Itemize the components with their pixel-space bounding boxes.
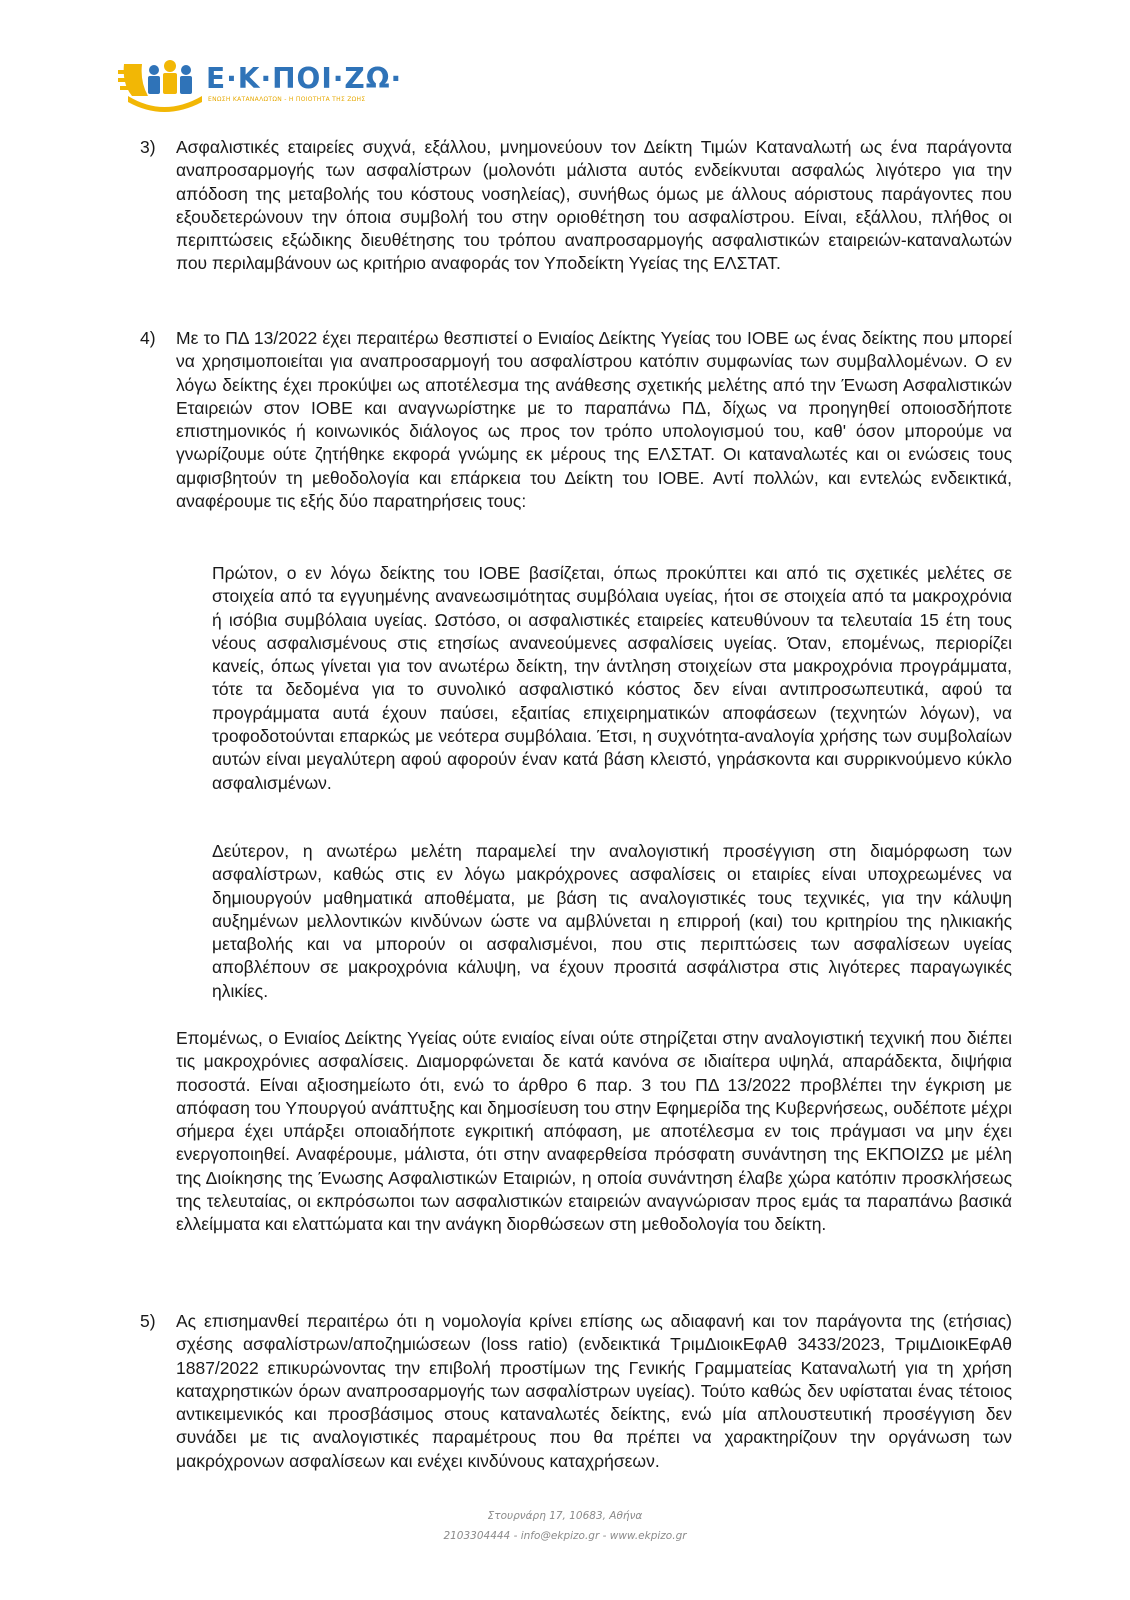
item-text: Με το ΠΔ 13/2022 έχει περαιτέρω θεσπιστεί ο Ενιαίος Δείκτης Υγείας του ΙΟΒΕ ως ένας δείκτης που μπορεί να χρησιμοποιείται για αναπροσαρμογή του ασφαλίστρου κατόπιν συμφωνίας των συμβαλλομένων. Ο εν λόγω δείκτης έχει προκύψει ως αποτέλεσμα της ανάθεσης σχετικής μελέτης από την Ένωση Ασφαλιστικών Εταιρειών στον ΙΟΒΕ και αναγνωρίστηκε με το παραπάνω ΠΔ, δίχως να προηγηθεί οποιοσδήποτε επιστημονικός ή κοινωνικός διάλογος ως προς τον τρόπο υπολογισμού του, καθ' όσον μπορούμε να γνωρίζουμε ούτε ζητήθηκε εκφορά γνώμης εκ μέρους της ΕΛΣΤΑΤ. Οι καταναλωτές και οι ενώσεις τους αμφισβητούν τη μεθοδολογία και επάρκεια του Δείκτη του ΙΟΒΕ. Αντί πολλών, και εντελώς ενδεικτικά, αναφέρουμε τις εξής δύο παρατηρήσεις τους: bbox=[176, 328, 1012, 512]
logo-emblem-icon bbox=[118, 56, 210, 112]
observation-first: Πρώτον, ο εν λόγω δείκτης του ΙΟΒΕ βασίζεται, όπως προκύπτει και από τις σχετικές μελέτες σε στοιχεία από τα εγγυημένης ανανεωσιμότητας συμβόλαια υγείας, ήτοι σε στοιχεία από τα μακροχρόνια ή ισόβια συμβόλαια υγείας. Ωστόσο, οι ασφαλιστικές εταιρείες κατευθύνουν τα τελευταία 15 έτη τους νέους ασφαλισμένους στις ετησίως ανανεούμενες ασφαλίσεις υγείας. Όταν, επομένως, περιορίζει κανείς, όπως γίνεται για τον ανωτέρω δείκτη, την άντληση στοιχείων στα μακροχρόνια προγράμματα, τότε τα δεδομένα για το συνολικό ασφαλιστικό κόστος δεν είναι αντιπροσωπευτικά, αφού τα προγράμματα αυτά έχουν παύσει, εξαιτίας επιχειρηματικών αποφάσεων (τεχνητών λόγων), να τροφοδοτούνται επαρκώς με νεότερα συμβόλαια. Έτσι, η συχνότητα-αναλογία χρήσης των συμβολαίων αυτών είναι μεγαλύτερη αφού αφορούν έναν κατά βάση κλειστό, γηράσκοντα και συρρικνούμενο κύκλο ασφαλισμένων. bbox=[212, 563, 1012, 793]
observation-second: Δεύτερον, η ανωτέρω μελέτη παραμελεί την αναλογιστική προσέγγιση στη διαμόρφωση των ασφαλίστρων, καθώς στις εν λόγω μακρόχρονες ασφαλίσεις οι εταιρίες είναι υποχρεωμένες να δημιουργούν μαθηματικά αποθέματα, με βάση τις αναλογιστικές τους τεχνικές, για την κάλυψη αυξημένων μελλοντικών κινδύνων ώστε να αμβλύνεται η επιρροή (και) του κριτηρίου της ηλικιακής μεταβολής και να μπορούν οι ασφαλισμένοι, που στις περιπτώσεις των ασφαλίσεων υγείας αποβλέπουν σε μακροχρόνια κάλυψη, να έχουν προσιτά ασφάλιστρα στις λιγότερες παραγωγικές ηλικίες. bbox=[212, 841, 1012, 1001]
footer-contact: 2103304444 - info@ekpizo.gr - www.ekpizo.gr bbox=[443, 1530, 687, 1542]
item-text: Ας επισημανθεί περαιτέρω ότι η νομολογία κρίνει επίσης ως αδιαφανή και τον παράγοντα της (ετήσιας) σχέσης ασφαλίστρων/αποζημιώσεων (loss ratio) (ενδεικτικά ΤριμΔιοικΕφΑθ 3433/2023, ΤριμΔιοικΕφΑθ 1887/2022 επικυρώνοντας την επιβολή προστίμων της Γενικής Γραμματείας Καταναλωτή για τη χρήση καταχρηστικών όρων αναπροσαρμογής των ασφαλίστρων υγείας). Τούτο καθώς δεν υφίσταται ένας τέτοιος αντικειμενικός και προσβάσιμος στους καταναλωτές δείκτης, ενώ μία απλουστευτική προσέγγιση δεν συνάδει με τις αναλογιστικές παραμέτρους που θα πρέπει να χαρακτηρίζουν την οργάνωση των μακρόχρονων ασφαλίσεων και ενέχει κινδύνους καταχρήσεων. bbox=[176, 1311, 1012, 1471]
item-number: 3) bbox=[140, 137, 156, 157]
ekpizo-logo bbox=[118, 56, 403, 112]
item-text: Ασφαλιστικές εταιρείες συχνά, εξάλλου, μνημονεύουν τον Δείκτη Τιμών Καταναλωτή ως ένα παράγοντα αναπροσαρμογής των ασφαλίστρων (μολονότι μάλιστα αυτός ενδείκνυται ασφαλώς λιγότερο για την απόδοση της μεταβολής του κόστους νοσηλείας), συνήθως όμως με άλλους αόριστους παράγοντες που εξουδετερώνουν την όποια συμβολή του στην οριοθέτηση του ασφαλίστρου. Είναι, εξάλλου, πλήθος οι περιπτώσεις εξώδικης διευθέτησης του τρόπου αναπροσαρμογής ασφαλιστικών εταιρειών-καταναλωτών που περιλαμβάνουν ως κριτήριο αναφοράς τον Υποδείκτη Υγείας της ΕΛΣΤΑΤ. bbox=[176, 137, 1012, 274]
logo-wordmark: Ε·Κ·ΠΟΙ·ΖΩ· bbox=[206, 62, 403, 95]
footer-address: Στουρνάρη 17, 10683, Αθήνα bbox=[487, 1510, 643, 1522]
logo-tagline: ΕΝΩΣΗ ΚΑΤΑΝΑΛΩΤΩΝ - Η ΠΟΙΟΤΗΤΑ ΤΗΣ ΖΩΗΣ bbox=[208, 96, 366, 103]
conclusion-paragraph: Επομένως, ο Ενιαίος Δείκτης Υγείας ούτε ενιαίος είναι ούτε στηρίζεται στην αναλογιστική τεχνική που διέπει τις μακροχρόνιες ασφαλίσεις. Διαμορφώνεται δε κατά κανόνα σε ιδιαίτερα υψηλά, απαράδεκτα, διψήφια ποσοστά. Είναι αξιοσημείωτο ότι, ενώ το άρθρο 6 παρ. 3 του ΠΔ 13/2022 προβλέπει την έγκριση με απόφαση του Υπουργού ανάπτυξης και δημοσίευση του στην Εφημερίδα της Κυβερνήσεως, ουδέποτε μέχρι σήμερα έχει υπάρξει οποιαδήποτε εγκριτική απόφαση, με αποτέλεσμα εν τοις πράγμασι να μην έχει ενεργοποιηθεί. Αναφέρουμε, μάλιστα, ότι στην αναφερθείσα πρόσφατη συνάντηση της ΕΚΠΟΙΖΩ με μέλη της Διοίκησης της Ένωσης Ασφαλιστικών Εταιριών, η οποία συνάντηση έλαβε χώρα κατόπιν προσκλήσεως της τελευταίας, οι εκπρόσωποι των ασφαλιστικών εταιρειών αναγνώρισαν προς εμάς τα παραπάνω βασικά ελλείμματα και ελαττώματα και την ανάγκη διορθώσεων στη μεθοδολογία του δείκτη. bbox=[176, 1028, 1012, 1235]
item-number: 5) bbox=[140, 1311, 156, 1331]
item-number: 4) bbox=[140, 328, 156, 348]
